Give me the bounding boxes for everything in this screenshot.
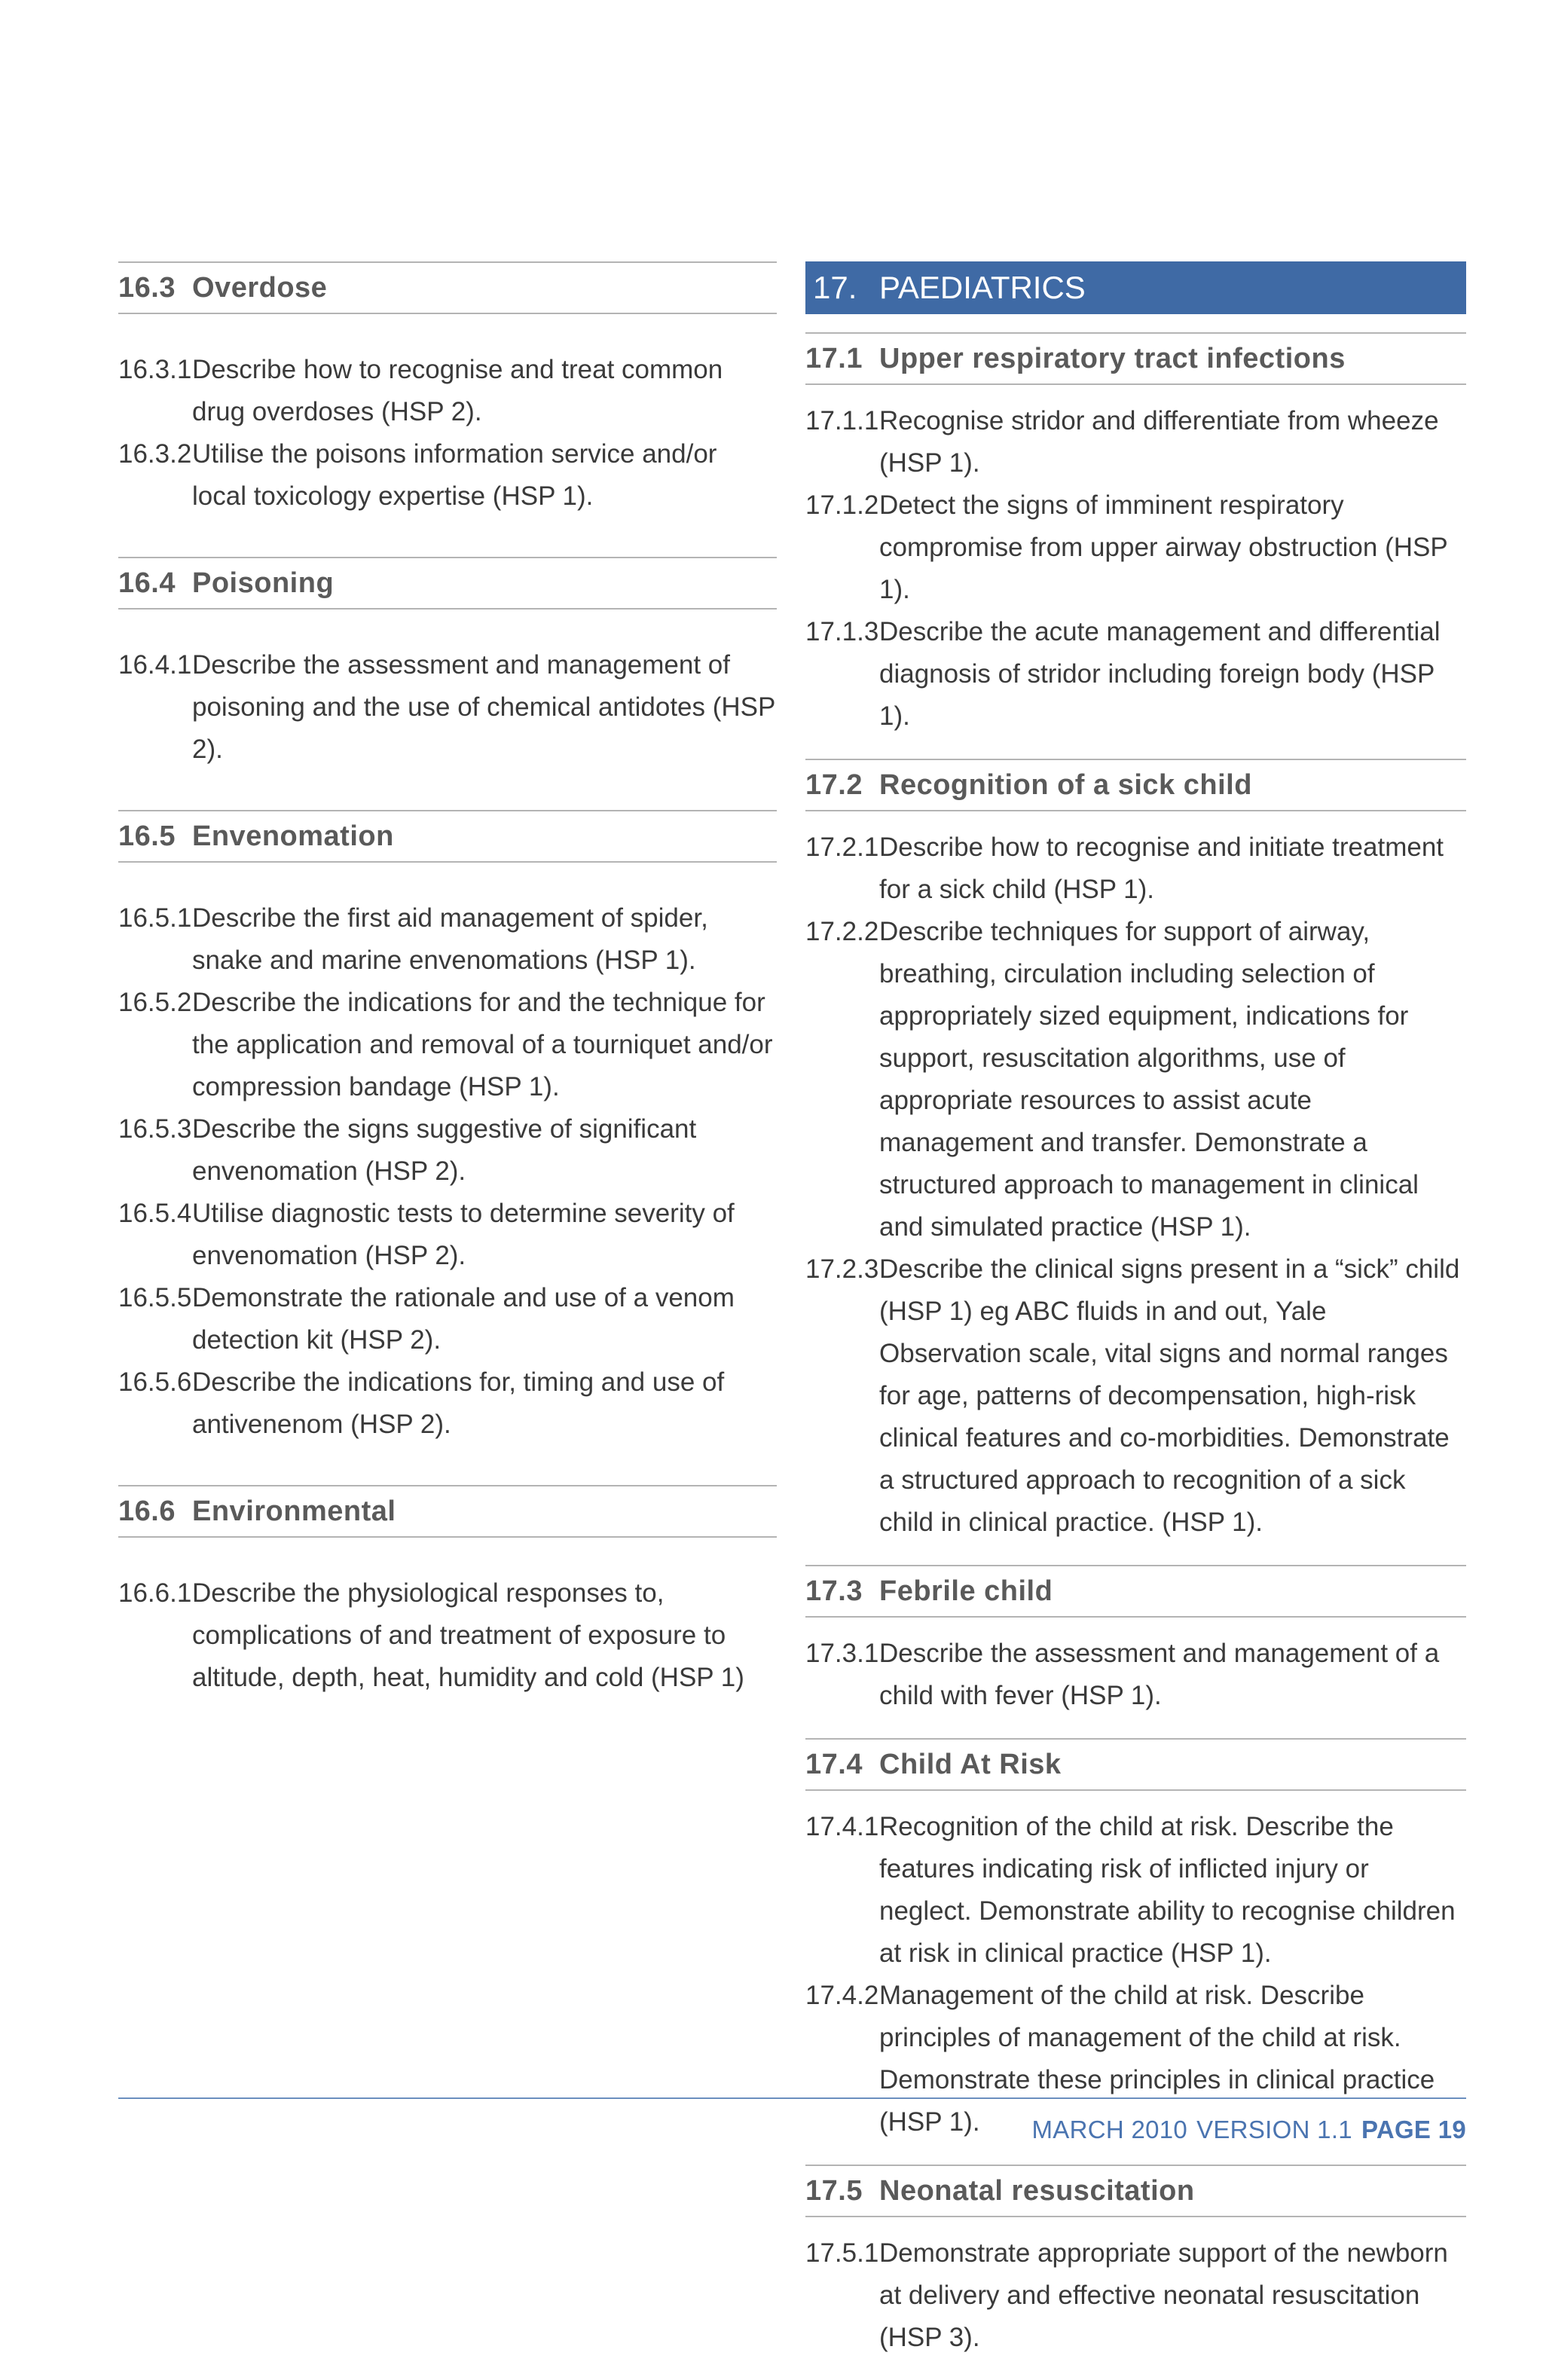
item-number: 16.3.2	[118, 439, 192, 469]
section-title: Upper respiratory tract infections	[879, 342, 1346, 374]
item-number: 16.4.1	[118, 650, 192, 680]
list-item	[118, 349, 777, 433]
list-item	[118, 897, 777, 982]
section-title: Child At Risk	[879, 1748, 1062, 1780]
section-title: Envenomation	[192, 820, 394, 852]
item-number: 16.5.4	[118, 1199, 192, 1228]
list-item	[805, 2232, 1466, 2359]
section-number: 16.5	[118, 820, 176, 852]
section-items	[805, 2217, 1466, 2380]
section-items	[118, 610, 777, 810]
item-number: 17.1.3	[805, 617, 879, 646]
section-number: 16.4	[118, 567, 176, 599]
section-heading	[118, 557, 777, 610]
chapter-title: PAEDIATRICS	[879, 270, 1086, 305]
item-text: Recognition of the child at risk. Describe the features indicating risk of inflicted injury or neglect. Demonstrate ability to recognise children at risk in clinical practice (HSP 1).	[879, 1812, 1456, 1968]
section-number: 16.3	[118, 271, 176, 304]
section-items	[118, 863, 777, 1485]
chapter-number: 17.	[813, 270, 857, 305]
item-number: 16.3.1	[118, 355, 192, 384]
section-items	[805, 385, 1466, 759]
item-text: Describe techniques for support of airway, breathing, circulation including selection of appropriately sized equipment, indications for support, resuscitation algorithms, use of appropriate resources to assist acute management and transfer. Demonstrate a structured approach to management in clinical and simulated practice (HSP 1).	[879, 917, 1419, 1242]
item-number: 17.1.2	[805, 490, 879, 520]
section-heading	[805, 1738, 1466, 1791]
section-heading	[805, 332, 1466, 385]
item-text: Management of the child at risk. Describe principles of management of the child at risk. Demonstrate these principles in clinical practice (HSP 1).	[879, 1981, 1435, 2137]
list-item	[118, 1361, 777, 1446]
section-number: 17.2	[805, 768, 863, 801]
section-title: Environmental	[192, 1495, 396, 1527]
section-heading	[118, 261, 777, 314]
section-number: 17.3	[805, 1575, 863, 1607]
item-text: Describe the signs suggestive of significant envenomation (HSP 2).	[192, 1114, 697, 1186]
footer-rule	[118, 2097, 1466, 2099]
section-heading	[805, 759, 1466, 811]
item-number: 17.1.1	[805, 406, 879, 435]
item-number: 16.5.6	[118, 1367, 192, 1397]
section-number: 17.4	[805, 1748, 863, 1780]
section-items	[805, 811, 1466, 1565]
page-number: PAGE 19	[1361, 2116, 1466, 2143]
section-items	[118, 1538, 777, 1738]
item-text: Describe how to recognise and initiate treatment for a sick child (HSP 1).	[879, 833, 1444, 904]
section-items	[805, 1791, 1466, 2165]
item-text: Describe the indications for and the technique for the application and removal of a tourniquet and/or compression bandage (HSP 1).	[192, 988, 773, 1101]
list-item	[805, 484, 1466, 611]
item-number: 17.2.3	[805, 1254, 879, 1284]
section-heading	[118, 810, 777, 863]
item-text: Utilise diagnostic tests to determine severity of envenomation (HSP 2).	[192, 1199, 735, 1270]
item-text: Demonstrate the rationale and use of a venom detection kit (HSP 2).	[192, 1283, 735, 1355]
list-item	[805, 826, 1466, 911]
item-text: Describe the clinical signs present in a “sick” child (HSP 1) eg ABC fluids in and out, Yale Observation scale, vital signs and normal ranges for age, patterns of decompensation, high-risk clinical features and co-morbidities. Demonstrate a structured approach to recognition of a sick child in clinical practice. (HSP 1).	[879, 1254, 1460, 1537]
item-text: Describe the assessment and management of a child with fever (HSP 1).	[879, 1639, 1440, 1710]
list-item	[118, 1108, 777, 1193]
section-items	[805, 1618, 1466, 1738]
left-column	[118, 261, 777, 1738]
section-number: 17.1	[805, 342, 863, 374]
item-number: 16.5.1	[118, 903, 192, 933]
list-item	[118, 982, 777, 1108]
right-sections	[805, 332, 1466, 2380]
list-item	[805, 911, 1466, 1248]
item-number: 17.2.2	[805, 917, 879, 946]
list-item	[805, 1248, 1466, 1544]
item-text: Recognise stridor and differentiate from wheeze (HSP 1).	[879, 406, 1439, 478]
list-item	[805, 1806, 1466, 1975]
section-number: 16.6	[118, 1495, 176, 1527]
section-title: Neonatal resuscitation	[879, 2174, 1195, 2207]
section-items	[118, 314, 777, 557]
section-title: Overdose	[192, 271, 328, 304]
item-text: Describe the indications for, timing and use of antivenenom (HSP 2).	[192, 1367, 725, 1439]
section-title: Recognition of a sick child	[879, 768, 1252, 801]
section-heading	[805, 1565, 1466, 1618]
item-text: Describe the assessment and management of poisoning and the use of chemical antidotes (HSP 2).	[192, 650, 775, 764]
item-text: Detect the signs of imminent respiratory compromise from upper airway obstruction (HSP 1).	[879, 490, 1448, 604]
section-title: Febrile child	[879, 1575, 1053, 1607]
chapter-banner	[805, 261, 1466, 314]
list-item	[118, 1572, 777, 1699]
item-text: Utilise the poisons information service and/or local toxicology expertise (HSP 1).	[192, 439, 717, 511]
list-item	[805, 1633, 1466, 1717]
item-number: 16.6.1	[118, 1578, 192, 1608]
item-text: Demonstrate appropriate support of the newborn at delivery and effective neonatal resuscitation (HSP 3).	[879, 2238, 1448, 2352]
item-number: 17.3.1.	[805, 1639, 887, 1668]
list-item	[118, 1193, 777, 1277]
list-item	[118, 433, 777, 518]
item-text: Describe how to recognise and treat common drug overdoses (HSP 2).	[192, 355, 723, 426]
section-heading	[805, 2165, 1466, 2217]
item-number: 17.4.2	[805, 1981, 879, 2010]
item-number: 16.5.2	[118, 988, 192, 1017]
section-heading	[118, 1485, 777, 1538]
item-number: 17.2.1	[805, 833, 879, 862]
item-number: 17.5.1	[805, 2238, 879, 2268]
item-number: 16.5.3	[118, 1114, 192, 1144]
item-text: Describe the first aid management of spider, snake and marine envenomations (HSP 1).	[192, 903, 708, 975]
section-title: Poisoning	[192, 567, 335, 599]
item-text: Describe the acute management and differential diagnosis of stridor including foreign body (HSP 1).	[879, 617, 1441, 731]
item-text: Describe the physiological responses to, complications of and treatment of exposure to altitude, depth, heat, humidity and cold (HSP 1)	[192, 1578, 744, 1692]
item-number: 16.5.5	[118, 1283, 192, 1312]
right-column	[805, 261, 1466, 2380]
list-item	[118, 644, 777, 771]
footer-version: VERSION 1.1	[1196, 2116, 1352, 2143]
list-item	[118, 1277, 777, 1361]
list-item	[805, 611, 1466, 738]
page-footer	[1031, 2116, 1466, 2144]
item-number: 17.4.1	[805, 1812, 879, 1841]
list-item	[805, 400, 1466, 484]
footer-date: MARCH 2010	[1031, 2116, 1188, 2143]
section-number: 17.5	[805, 2174, 863, 2207]
